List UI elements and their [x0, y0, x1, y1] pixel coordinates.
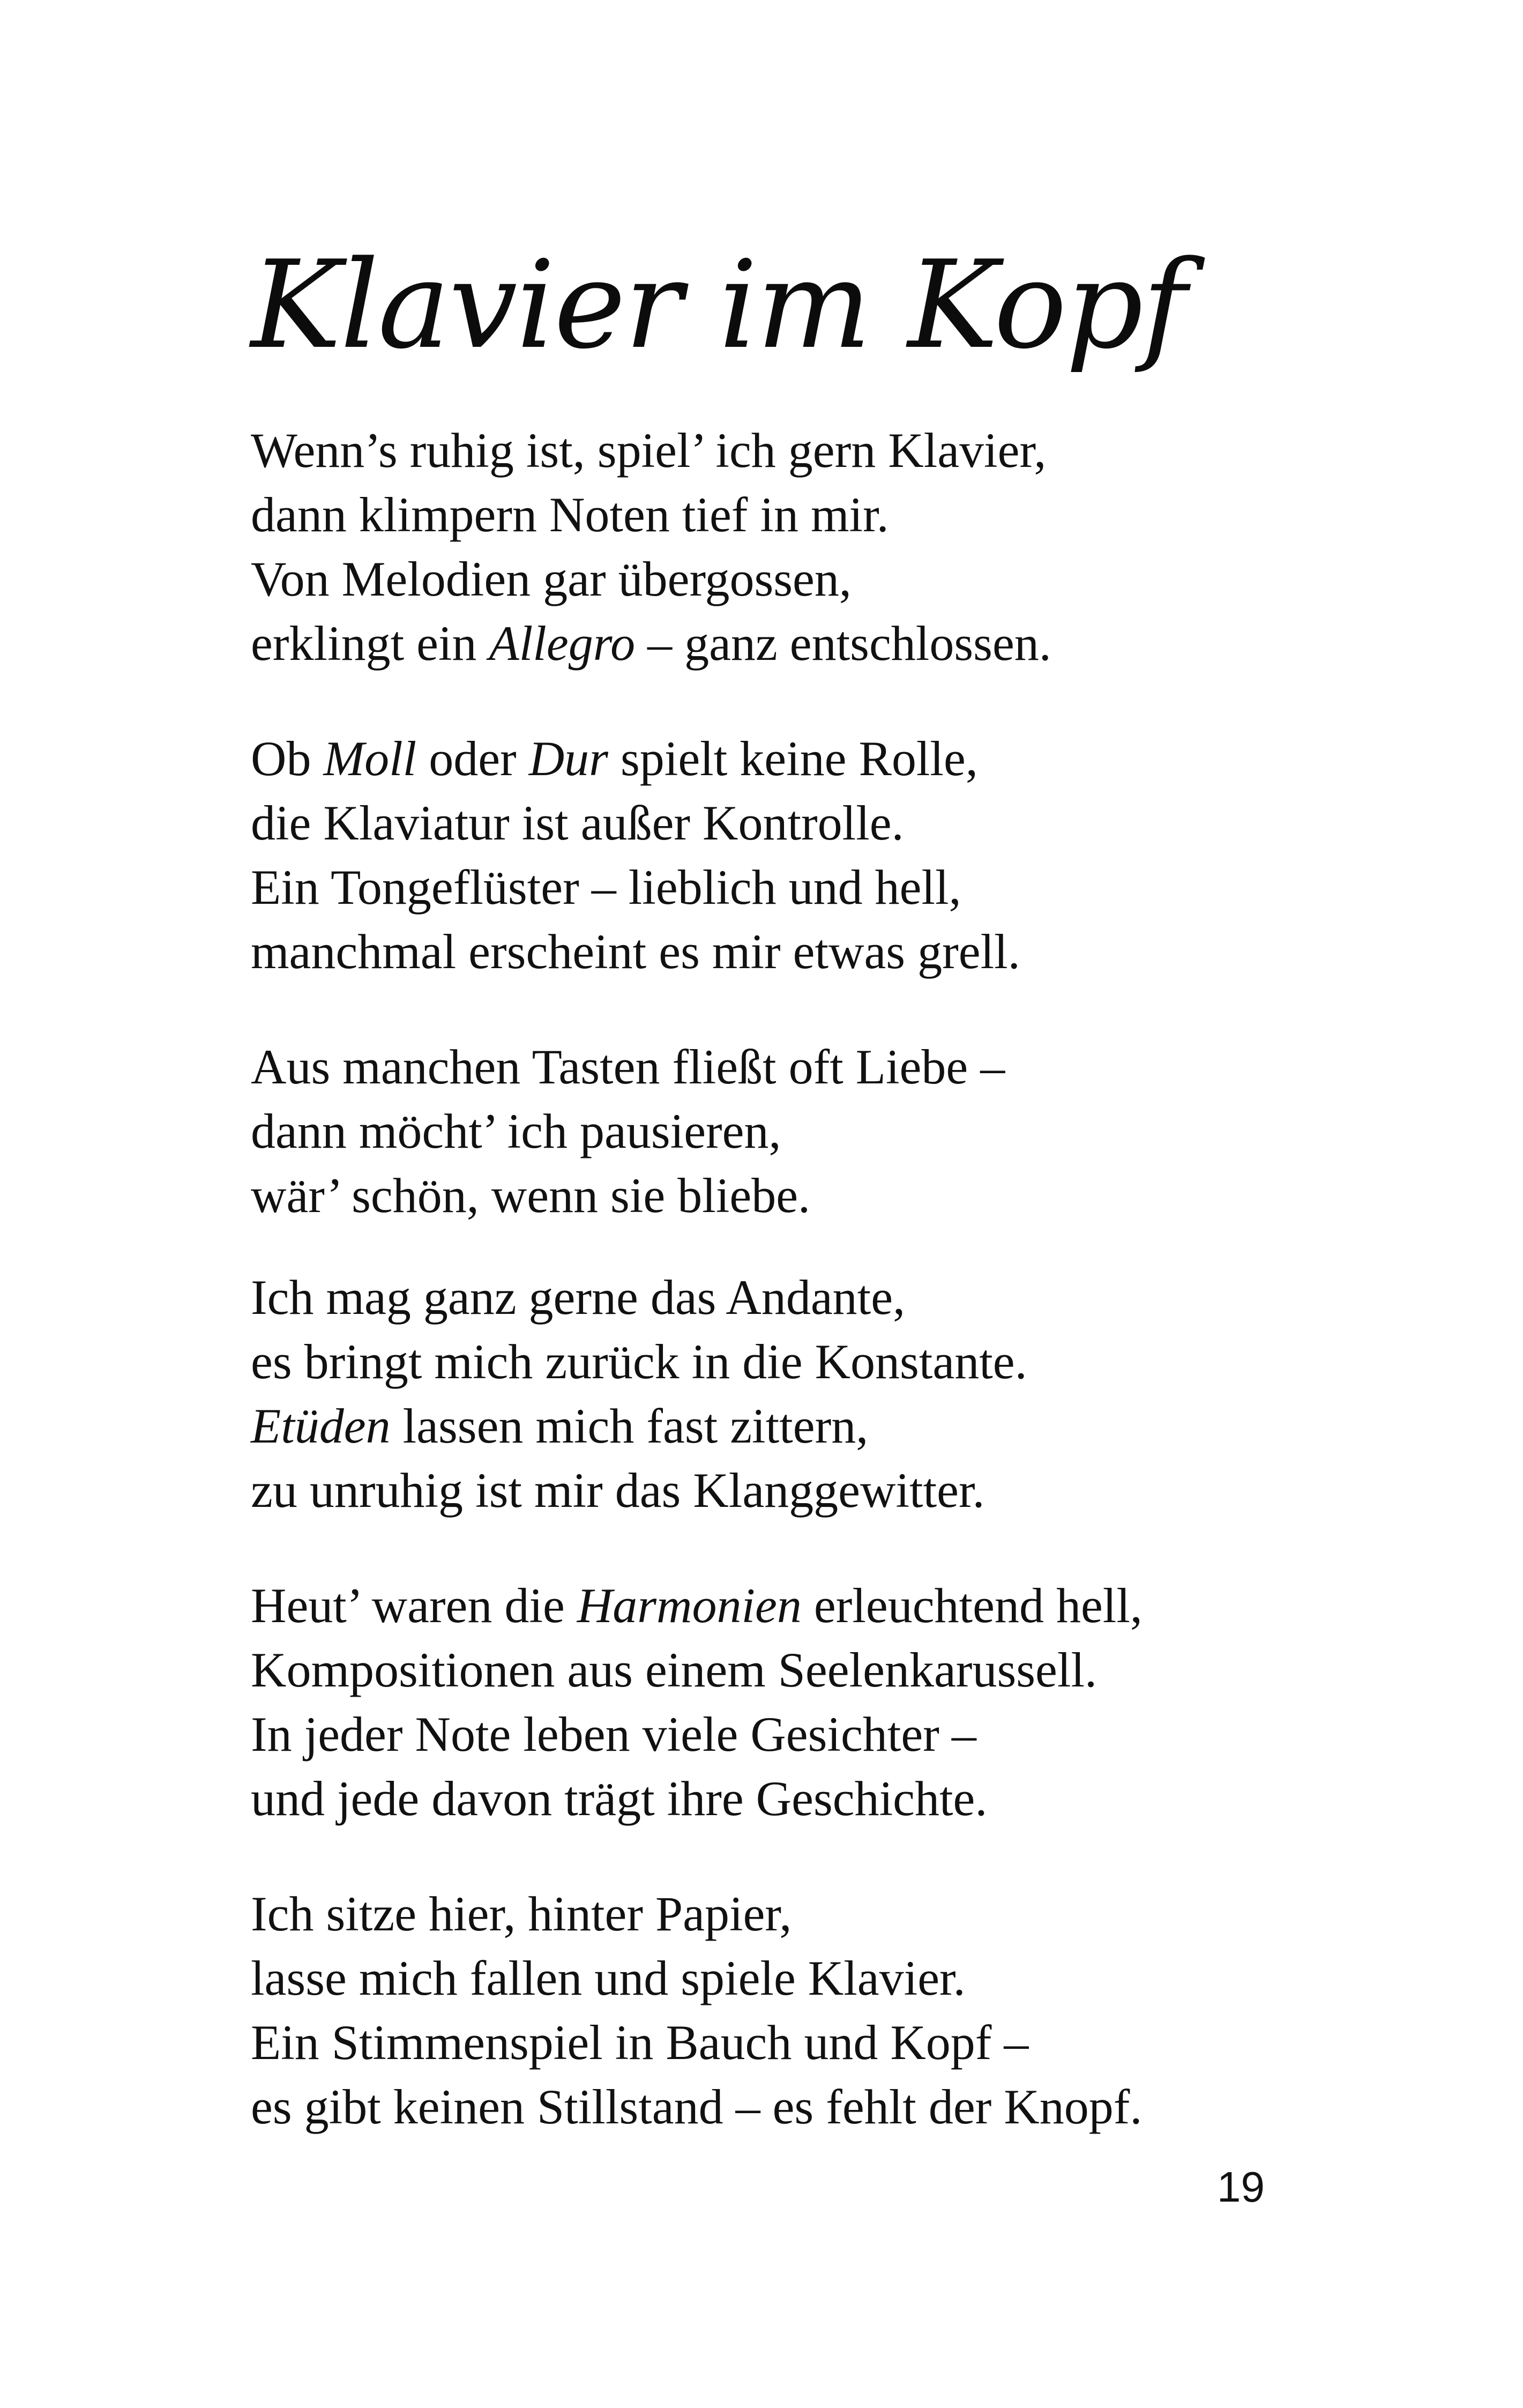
line-text: wär’ schön, wenn sie bliebe.: [251, 1168, 811, 1223]
poem-line: [251, 1394, 1323, 1458]
line-text: In jeder Note leben viele Gesichter –: [251, 1707, 976, 1762]
page-number: 19: [1217, 2163, 1265, 2211]
line-text: und jede davon trägt ihre Geschichte.: [251, 1771, 988, 1826]
poem-line: [251, 611, 1323, 675]
line-text: manchmal erscheint es mir etwas grell.: [251, 924, 1020, 979]
poem-line: [251, 1766, 1323, 1831]
poem-line: [251, 1702, 1323, 1766]
poem-line: [251, 1265, 1323, 1329]
line-text: Wenn’s ruhig ist, spiel’ ich gern Klavier,: [251, 423, 1047, 478]
poem-line: [251, 791, 1323, 855]
poem-line: [251, 1573, 1323, 1638]
line-text: lasse mich fallen und spiele Klavier.: [251, 1951, 966, 2005]
poem-line: [251, 1099, 1323, 1163]
line-text: lassen mich fast zittern,: [390, 1399, 869, 1453]
poem-line: [251, 2075, 1323, 2139]
poem-line: [251, 2010, 1323, 2075]
line-text: Ein Stimmenspiel in Bauch und Kopf –: [251, 2015, 1029, 2070]
poem-line: [251, 482, 1323, 547]
line-text: zu unruhig ist mir das Klanggewitter.: [251, 1463, 985, 1518]
stanza-5: [251, 1573, 1323, 1831]
line-text: dann klimpern Noten tief in mir.: [251, 487, 889, 542]
line-text: die Klaviatur ist außer Kontrolle.: [251, 796, 904, 850]
line-text: Ob: [251, 731, 324, 786]
line-text: Ich sitze hier, hinter Papier,: [251, 1886, 792, 1941]
line-text: Ich mag ganz gerne das Andante,: [251, 1270, 906, 1325]
stanza-4: [251, 1265, 1323, 1522]
line-italic-text: Moll: [323, 731, 417, 786]
line-text: es bringt mich zurück in die Konstante.: [251, 1334, 1027, 1389]
line-italic-text: Dur: [528, 731, 608, 786]
line-text: – ganz entschlossen.: [635, 616, 1051, 671]
line-text: spielt keine Rolle,: [608, 731, 978, 786]
stanza-2: [251, 726, 1323, 984]
line-italic-text: Etüden: [251, 1399, 391, 1453]
line-text: Von Melodien gar übergossen,: [251, 552, 852, 606]
stanza-3: [251, 1035, 1323, 1228]
poem-line: [251, 1163, 1323, 1228]
line-text: erklingt ein: [251, 616, 489, 671]
poem-line: [251, 1946, 1323, 2010]
line-italic-text: Allegro: [489, 616, 636, 671]
line-text: dann möcht’ ich pausieren,: [251, 1104, 781, 1158]
line-text: Kompositionen aus einem Seelenkarussell.: [251, 1643, 1098, 1697]
poem-line: [251, 1638, 1323, 1702]
poem-line: [251, 1458, 1323, 1522]
poem-line: [251, 855, 1323, 919]
line-text: Aus manchen Tasten fließt oft Liebe –: [251, 1039, 1005, 1094]
line-text: erleuchtend hell,: [801, 1578, 1143, 1633]
poem-line: [251, 919, 1323, 984]
line-text: oder: [416, 731, 529, 786]
poem-line: [251, 1329, 1323, 1394]
line-text: es gibt keinen Stillstand – es fehlt der Knopf.: [251, 2079, 1143, 2134]
line-italic-text: Harmonien: [577, 1578, 802, 1633]
poem-line: [251, 1035, 1323, 1099]
poem-line: [251, 1882, 1323, 1946]
poem-title: Klavier im Kopf: [251, 235, 1186, 376]
poem-line: [251, 726, 1323, 791]
poem-line: [251, 547, 1323, 611]
stanza-1: [251, 418, 1323, 675]
line-text: Heut’ waren die: [251, 1578, 577, 1633]
line-text: Ein Tongeflüster – lieblich und hell,: [251, 860, 961, 915]
poem-line: [251, 418, 1323, 482]
stanza-6: [251, 1882, 1323, 2139]
